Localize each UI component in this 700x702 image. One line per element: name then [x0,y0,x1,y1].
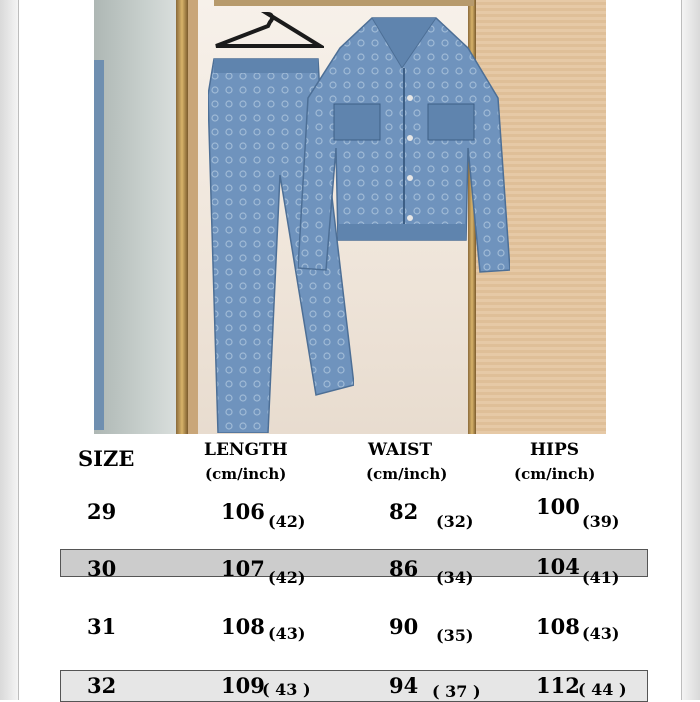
mirror-reflection [94,60,104,430]
row-length-inch: (42) [268,568,306,587]
row-hips-inch: ( 44 ) [578,680,627,699]
row-size: 31 [87,614,117,639]
row-hips: 104 [536,554,580,579]
row-waist: 90 [389,614,419,639]
product-photo [94,0,606,434]
denim-jacket-image [298,8,510,278]
header-waist: WAIST [368,440,433,460]
row-hips: 108 [536,614,580,639]
header-length: LENGTH [204,440,288,460]
wood-panel [188,0,198,434]
row-hips: 112 [536,673,580,698]
row-length: 108 [221,614,265,639]
row-hips-inch: (39) [582,512,620,531]
hanging-rail [214,0,474,6]
mirror-panel [94,0,176,434]
row-waist: 86 [389,556,419,581]
row-waist-inch: ( 37 ) [432,682,481,701]
row-size: 32 [87,673,117,698]
header-hips: HIPS [530,440,580,460]
gold-frame-bar [176,0,188,434]
row-length: 107 [221,556,265,581]
header-size: SIZE [78,446,135,471]
row-length-inch: ( 43 ) [262,680,311,699]
row-waist-inch: (32) [436,512,474,531]
row-size: 29 [87,499,117,524]
row-hips-inch: (41) [582,568,620,587]
row-waist: 94 [389,673,419,698]
row-hips-inch: (43) [582,624,620,643]
header-length-unit: (cm/inch) [205,465,287,483]
row-waist-inch: (34) [436,568,474,587]
row-waist-inch: (35) [436,626,474,645]
row-length: 109 [221,673,265,698]
header-waist-unit: (cm/inch) [366,465,448,483]
row-length-inch: (42) [268,512,306,531]
row-waist: 82 [389,499,419,524]
row-length: 106 [221,499,265,524]
row-hips: 100 [536,494,580,519]
size-chart-table [0,434,700,700]
header-hips-unit: (cm/inch) [514,465,596,483]
row-length-inch: (43) [268,624,306,643]
row-size: 30 [87,556,117,581]
